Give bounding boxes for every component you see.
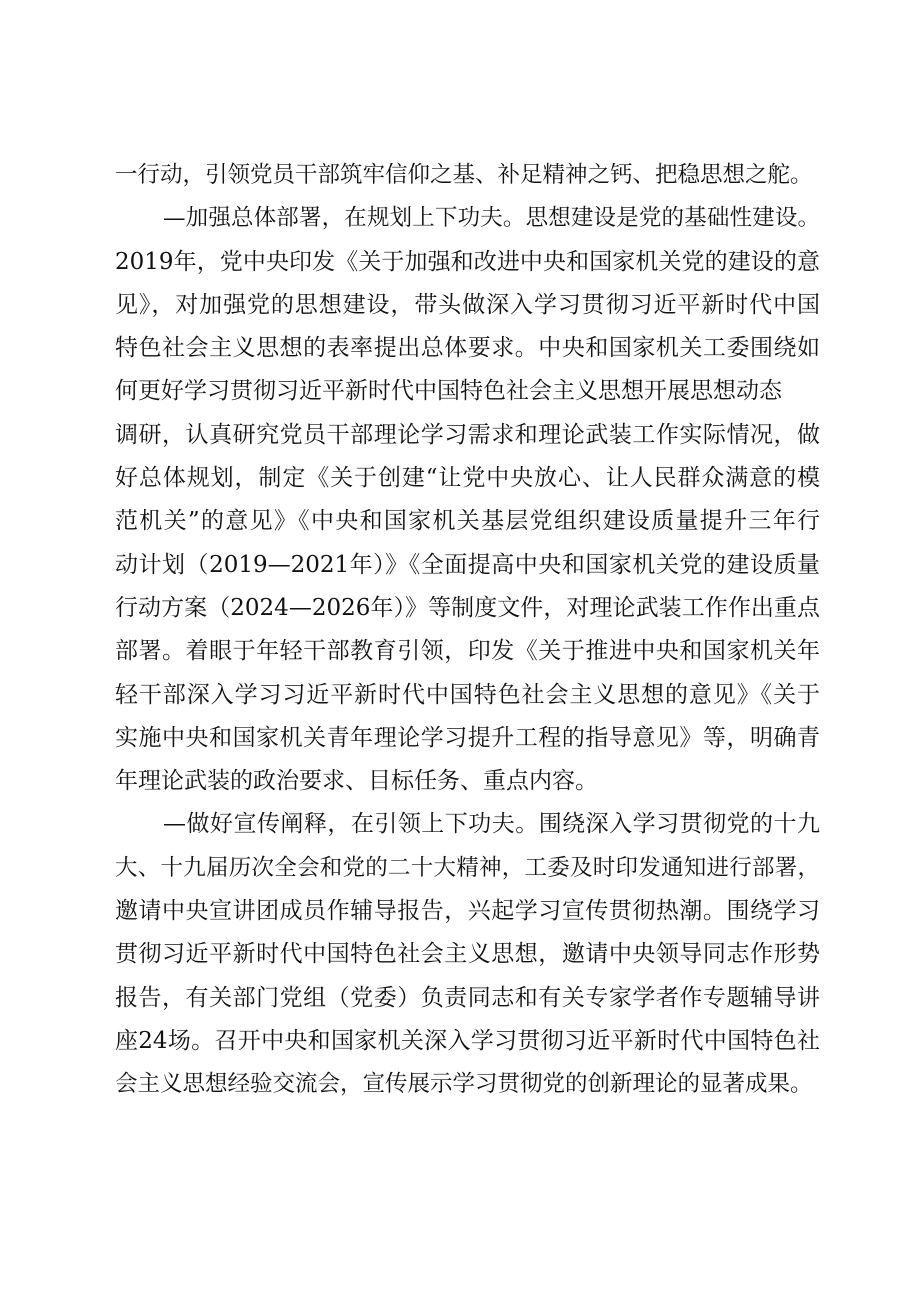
text-line: 见》，对加强党的思想建设，带头做深入学习贯彻习近平新时代中国 bbox=[115, 291, 820, 318]
text-line: 范机关”的意见》《中央和国家机关基层党组织建设质量提升三年行 bbox=[115, 508, 820, 535]
text-line: 年理论武装的政治要求、目标任务、重点内容。 bbox=[115, 768, 598, 795]
text-line: 部署。着眼于年轻干部教育引领，印发《关于推进中央和国家机关年 bbox=[115, 638, 820, 665]
text-line: 何更好学习贯彻习近平新时代中国特色社会主义思想开展思想动态 bbox=[115, 378, 782, 405]
text-line: 座24场。召开中央和国家机关深入学习贯彻习近平新时代中国特色社 bbox=[115, 1027, 820, 1054]
text-line: 贯彻习近平新时代中国特色社会主义思想，邀请中央领导同志作形势 bbox=[115, 941, 820, 968]
text-line: 一行动，引领党员干部筑牢信仰之基、补足精神之钙、把稳思想之舵。 bbox=[115, 162, 813, 188]
text-line: 好总体规划，制定《关于创建“让党中央放心、让人民群众满意的模 bbox=[115, 465, 820, 492]
text-line: 大、十九届历次全会和党的二十大精神，工委及时印发通知进行部署， bbox=[115, 854, 820, 881]
text-line: 特色社会主义思想的表率提出总体要求。中央和国家机关工委围绕如 bbox=[115, 335, 820, 362]
text-line: 报告，有关部门党组（党委）负责同志和有关专家学者作专题辅导讲 bbox=[115, 984, 820, 1011]
body-text bbox=[115, 154, 820, 1107]
text-line: 动计划（2019—2021年）》《全面提高中央和国家机关党的建设质量 bbox=[115, 551, 820, 578]
text-line: 实施中央和国家机关青年理论学习提升工程的指导意见》等，明确青 bbox=[115, 724, 820, 751]
text-line: 行动方案（2024—2026年）》等制度文件，对理论武装工作作出重点 bbox=[115, 594, 820, 621]
text-line: 轻干部深入学习习近平新时代中国特色社会主义思想的意见》《关于 bbox=[115, 681, 820, 708]
text-line: 邀请中央宣讲团成员作辅导报告，兴起学习宣传贯彻热潮。围绕学习 bbox=[115, 898, 820, 925]
text-line: —做好宣传阐释，在引领上下功夫。围绕深入学习贯彻党的十九 bbox=[163, 811, 820, 838]
text-line: 2019年，党中央印发《关于加强和改进中央和国家机关党的建设的意 bbox=[115, 248, 820, 275]
text-line: 调研，认真研究党员干部理论学习需求和理论武装工作实际情况，做 bbox=[115, 421, 820, 448]
text-line: 会主义思想经验交流会，宣传展示学习贯彻党的创新理论的显著成果。 bbox=[115, 1071, 813, 1098]
text-line: —加强总体部署，在规划上下功夫。思想建设是党的基础性建设。 bbox=[163, 205, 820, 232]
